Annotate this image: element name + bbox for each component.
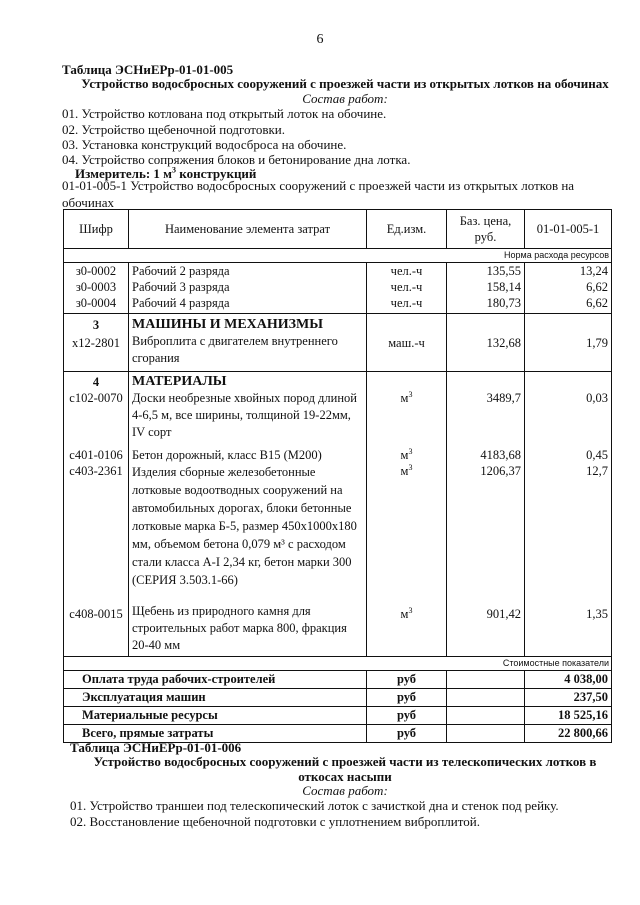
table2-subtitle-line1: Устройство водосбросных сооружений с проезжей части из телескопических лотков в [93,754,597,769]
section-heading-row [64,372,612,391]
cell-price: 158,14 [447,279,525,295]
cell-price: 180,73 [447,295,525,314]
table-row [64,463,612,603]
total-row [64,671,612,689]
cell-price: 4183,68 [447,447,525,463]
table1-sostav-label: Состав работ: [302,91,388,106]
table1-measure: Измеритель: 1 $м^3$ конструкций [75,165,257,181]
cell-unit: маш.-ч [367,333,447,372]
cell-unit: чел.-ч [367,295,447,314]
table1-description: 01-01-005-1 Устройство водосбросных сооружений с проезжей части из открытых лотков на обочинах [62,178,575,210]
header-price: Баз. цена, руб. [447,210,525,249]
total-value: 18 525,16 [525,707,612,725]
header-code: Шифр [64,210,129,249]
table2-title: Таблица ЭСНиЕРр-01-01-006 [70,740,242,755]
norms-table [63,209,612,743]
cost-note: Стоимостные показатели [64,657,612,671]
total-unit: руб [367,725,447,743]
total-unit: руб [367,689,447,707]
table-row [64,447,612,463]
cell-name: Рабочий 4 разряда [129,295,367,314]
table2-work-item: 01. Устройство траншеи под телескопический лоток с зачисткой дна и стенок под рейку. [70,798,559,813]
cell-unit: чел.-ч [367,279,447,295]
section-heading-row [64,314,612,334]
cost-note-row [64,657,612,671]
cell-name: Доски необрезные хвойных пород длиной 4-6,5 м, все ширины, толщиной 19-22мм, IV сорт [129,390,367,447]
cell-qty: 1,35 [525,603,612,657]
cell-unit: $м^3$ [367,603,447,657]
cell-code: з0-0003 [64,279,129,295]
cell-price: 3489,7 [447,390,525,447]
norm-note: Норма расхода ресурсов [64,249,612,263]
table2-subtitle-line2: откосах насыпи [298,769,392,784]
cell-price: 132,68 [447,333,525,372]
total-row [64,689,612,707]
total-label: Эксплуатация машин [64,689,367,707]
table1-work-item: 03. Установка конструкций водосброса на обочине. [62,137,347,152]
total-label: Материальные ресурсы [64,707,367,725]
cell-code: з0-0002 [64,263,129,280]
cell-code: с408-0015 [64,603,129,657]
cell-name: Щебень из природного камня для строительных работ марка 800, фракция 20-40 мм [129,603,367,657]
cell-qty: 13,24 [525,263,612,280]
cell-code: с403-2361 [64,463,129,603]
cell-unit: $м^3$ [367,463,447,603]
cell-name: Бетон дорожный, класс В15 (М200) [129,447,367,463]
table-row [64,333,612,372]
header-unit: Ед.изм. [367,210,447,249]
cell-name: Рабочий 3 разряда [129,279,367,295]
table2-sostav-label: Состав работ: [302,783,388,798]
total-value: 4 038,00 [525,671,612,689]
cell-name: Изделия сборные железобетонные лотковые водоотводных сооружений на автомобильных дорогах, блоки бетонные лотковые марка Б-5, размер 450х1000х180 мм, объемом бетона 0,079 м³ с расходом стали класса А-I 2,34 кг, бетон марки 300 (СЕРИЯ 3.503.1-66) [129,463,367,603]
table-row [64,295,612,314]
section-title: МАТЕРИАЛЫ [129,372,367,391]
header-name: Наименование элемента затрат [129,210,367,249]
total-label: Оплата труда рабочих-строителей [64,671,367,689]
section-number: 4 [64,372,129,391]
total-value: 237,50 [525,689,612,707]
cell-unit: $м^3$ [367,390,447,447]
norm-note-row [64,249,612,263]
table1-work-item: 01. Устройство котлована под открытый лоток на обочине. [62,106,387,121]
cell-code: с102-0070 [64,390,129,447]
table1-work-item: 02. Устройство щебеночной подготовки. [62,122,285,137]
section-number: 3 [64,314,129,334]
page-number: 6 [316,32,324,47]
section-title: МАШИНЫ И МЕХАНИЗМЫ [129,314,367,334]
cell-qty: 12,7 [525,463,612,603]
total-label: Всего, прямые затраты [64,725,367,743]
cell-unit: чел.-ч [367,263,447,280]
cell-price: 1206,37 [447,463,525,603]
table-header-row [64,210,612,249]
total-unit: руб [367,707,447,725]
total-row [64,707,612,725]
cell-code: с401-0106 [64,447,129,463]
table1-subtitle: Устройство водосбросных сооружений с проезжей части из открытых лотков на обочинах [81,76,609,91]
cell-qty: 6,62 [525,295,612,314]
table-row [64,279,612,295]
table-row [64,263,612,280]
table-row [64,390,612,447]
table-row [64,603,612,657]
total-unit: руб [367,671,447,689]
table2-work-item: 02. Восстановление щебеночной подготовки с уплотнением виброплитой. [70,814,480,829]
cell-code: з0-0004 [64,295,129,314]
cell-code: х12-2801 [64,333,129,372]
table1-title: Таблица ЭСНиЕРр-01-01-005 [62,62,234,77]
header-norm: 01-01-005-1 [525,210,612,249]
cell-qty: 0,03 [525,390,612,447]
cell-qty: 0,45 [525,447,612,463]
cell-unit: $м^3$ [367,447,447,463]
cell-price: 135,55 [447,263,525,280]
cell-name: Рабочий 2 разряда [129,263,367,280]
cell-name: Виброплита с двигателем внутреннего сгорания [129,333,367,372]
cell-qty: 6,62 [525,279,612,295]
cell-qty: 1,79 [525,333,612,372]
cell-price: 901,42 [447,603,525,657]
table1-work-item: 04. Устройство сопряжения блоков и бетонирование дна лотка. [62,152,411,167]
total-value: 22 800,66 [525,725,612,743]
